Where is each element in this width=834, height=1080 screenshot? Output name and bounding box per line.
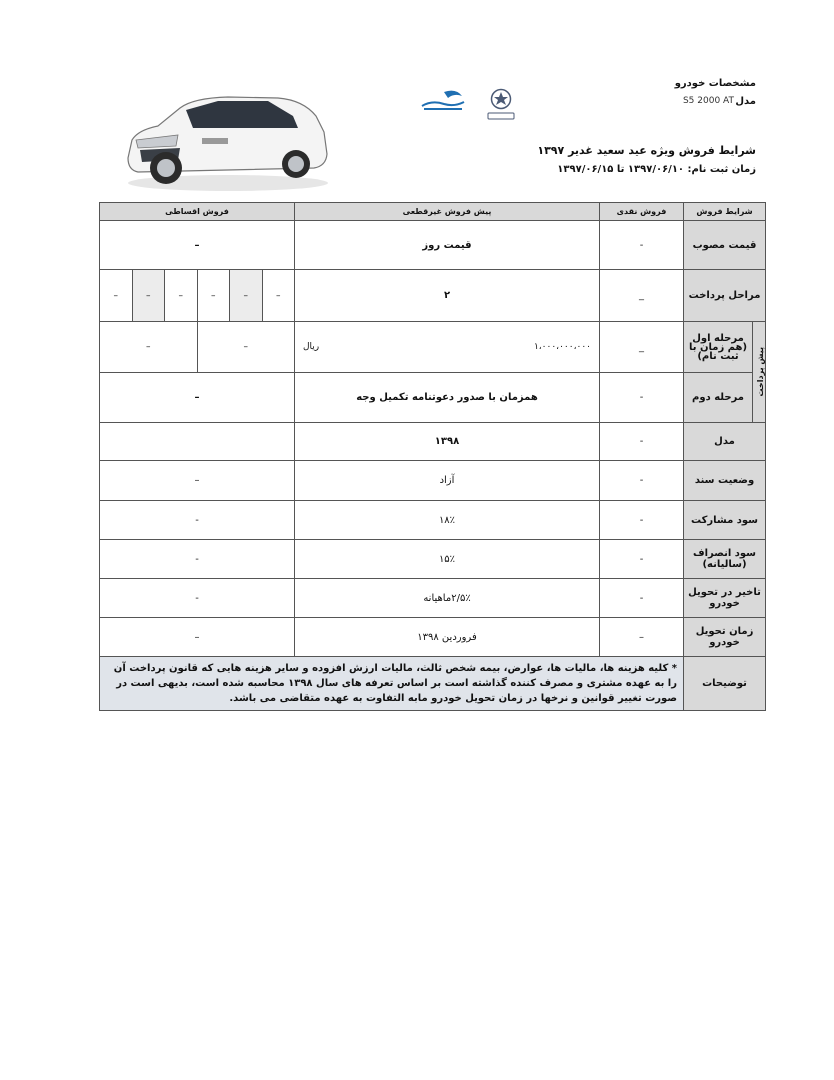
cash-cell: - bbox=[600, 501, 684, 540]
presale-cell bbox=[295, 322, 600, 373]
notes-text: * کلیه هزینه ها، مالیات ها، عوارض، بیمه شخص ثالث، مالیات ارزش افزوده و سایر هزینه هایی که قانون پرداخت آن را به عهده مشتری و مصرف کننده گذاشته است بر اساس تعرفه های سال ۱۳۹۸ محاسبه شده است، بدیهی است در صورت تغییر قوانین و نرخها در زمان تحویل خودرو مابه التفاوت به عهده متقاضی می باشد. bbox=[100, 657, 684, 711]
car-image bbox=[118, 88, 333, 193]
row-label: سود مشارکت bbox=[684, 501, 766, 540]
installment-cell: - bbox=[100, 540, 295, 579]
installment-stage: – bbox=[113, 290, 118, 301]
row-label: مرحله اول (هم زمان با ثبت نام) bbox=[684, 322, 753, 373]
installment-stage: – bbox=[262, 270, 295, 321]
header-conditions: شرایط فروش bbox=[684, 203, 766, 221]
cash-cell: _ bbox=[600, 270, 684, 322]
presale-cell: ۲ bbox=[295, 270, 600, 322]
row-label: زمان تحویل خودرو bbox=[684, 618, 766, 657]
table-row bbox=[100, 579, 766, 618]
presale-cell: ۱۸٪ bbox=[295, 501, 600, 540]
installment-cell: – bbox=[100, 461, 295, 501]
header-installment: فروش اقساطی bbox=[100, 203, 295, 221]
installment-cell bbox=[100, 423, 295, 461]
presale-amount-row bbox=[295, 342, 599, 352]
row-label: مرحله دوم bbox=[684, 373, 753, 423]
sales-conditions-table bbox=[99, 202, 766, 711]
row-label: تاخیر در تحویل خودرو bbox=[684, 579, 766, 618]
jac-logo bbox=[478, 88, 524, 122]
cash-cell: - bbox=[600, 423, 684, 461]
cash-cell: - bbox=[600, 373, 684, 423]
installment-stage: – bbox=[229, 270, 262, 321]
row-label: وضعیت سند bbox=[684, 461, 766, 501]
dealer-logo bbox=[418, 88, 468, 114]
row-label: مدل bbox=[684, 423, 766, 461]
table-row bbox=[100, 423, 766, 461]
installment-cell bbox=[100, 270, 295, 322]
presale-unit: ریال bbox=[303, 342, 320, 352]
presale-cell: ۲/۵٪ماهیانه bbox=[295, 579, 600, 618]
model-label: مدل bbox=[735, 96, 756, 107]
sale-title: شرایط فروش ویژه عید سعید غدیر ۱۳۹۷ bbox=[537, 144, 756, 157]
installment-stage: – bbox=[146, 342, 151, 352]
cash-cell: – bbox=[600, 618, 684, 657]
presale-cell: قیمت روز bbox=[295, 221, 600, 270]
notes-row bbox=[100, 657, 766, 711]
installment-stage: – bbox=[132, 270, 165, 321]
registration-period bbox=[557, 164, 756, 175]
cash-cell: - bbox=[600, 579, 684, 618]
cash-cell: - bbox=[600, 221, 684, 270]
table-row bbox=[100, 221, 766, 270]
registration-range: ۱۳۹۷/۰۶/۱۰ تا ۱۳۹۷/۰۶/۱۵ bbox=[557, 164, 685, 175]
table-row bbox=[100, 322, 766, 373]
row-label: مراحل پرداخت bbox=[684, 270, 766, 322]
installment-cell: - bbox=[100, 579, 295, 618]
model-value: S5 2000 AT bbox=[682, 96, 734, 106]
table-row bbox=[100, 270, 766, 322]
cash-cell: - bbox=[600, 461, 684, 501]
cash-cell: - bbox=[600, 540, 684, 579]
presale-cell: همزمان با صدور دعوتنامه تکمیل وجه bbox=[295, 373, 600, 423]
installment-cell bbox=[100, 322, 295, 373]
notes-label: توضیحات bbox=[684, 657, 766, 711]
presale-cell: آزاد bbox=[295, 461, 600, 501]
presale-cell: ۱۵٪ bbox=[295, 540, 600, 579]
installment-stage1-split bbox=[100, 322, 294, 372]
header-cash: فروش نقدی bbox=[600, 203, 684, 221]
table-row bbox=[100, 373, 766, 423]
section-title: مشخصات خودرو bbox=[674, 78, 756, 89]
installment-stage: – bbox=[164, 270, 197, 321]
presale-amount: ۱،۰۰۰،۰۰۰،۰۰۰ bbox=[533, 342, 591, 352]
installment-stages bbox=[100, 270, 294, 321]
installment-cell: – bbox=[100, 221, 295, 270]
presale-cell: ۱۳۹۸ bbox=[295, 423, 600, 461]
table-row bbox=[100, 540, 766, 579]
table-row bbox=[100, 618, 766, 657]
header-presale: پیش فروش غیرقطعی bbox=[295, 203, 600, 221]
installment-stage: – bbox=[197, 322, 295, 372]
installment-stage: – bbox=[197, 270, 230, 321]
installment-cell: - bbox=[100, 501, 295, 540]
cash-cell: _ bbox=[600, 322, 684, 373]
registration-label: زمان ثبت نام: bbox=[687, 164, 756, 175]
installment-cell: – bbox=[100, 373, 295, 423]
row-label: قیمت مصوب bbox=[684, 221, 766, 270]
installment-cell: – bbox=[100, 618, 295, 657]
table-row bbox=[100, 461, 766, 501]
prepay-group-text: پیش پرداخت bbox=[756, 347, 766, 397]
prepay-group-label bbox=[753, 322, 766, 423]
row-label: سود انصراف (سالیانه) bbox=[684, 540, 766, 579]
table-row bbox=[100, 501, 766, 540]
presale-cell: فروردین ۱۳۹۸ bbox=[295, 618, 600, 657]
table-header-row bbox=[100, 203, 766, 221]
